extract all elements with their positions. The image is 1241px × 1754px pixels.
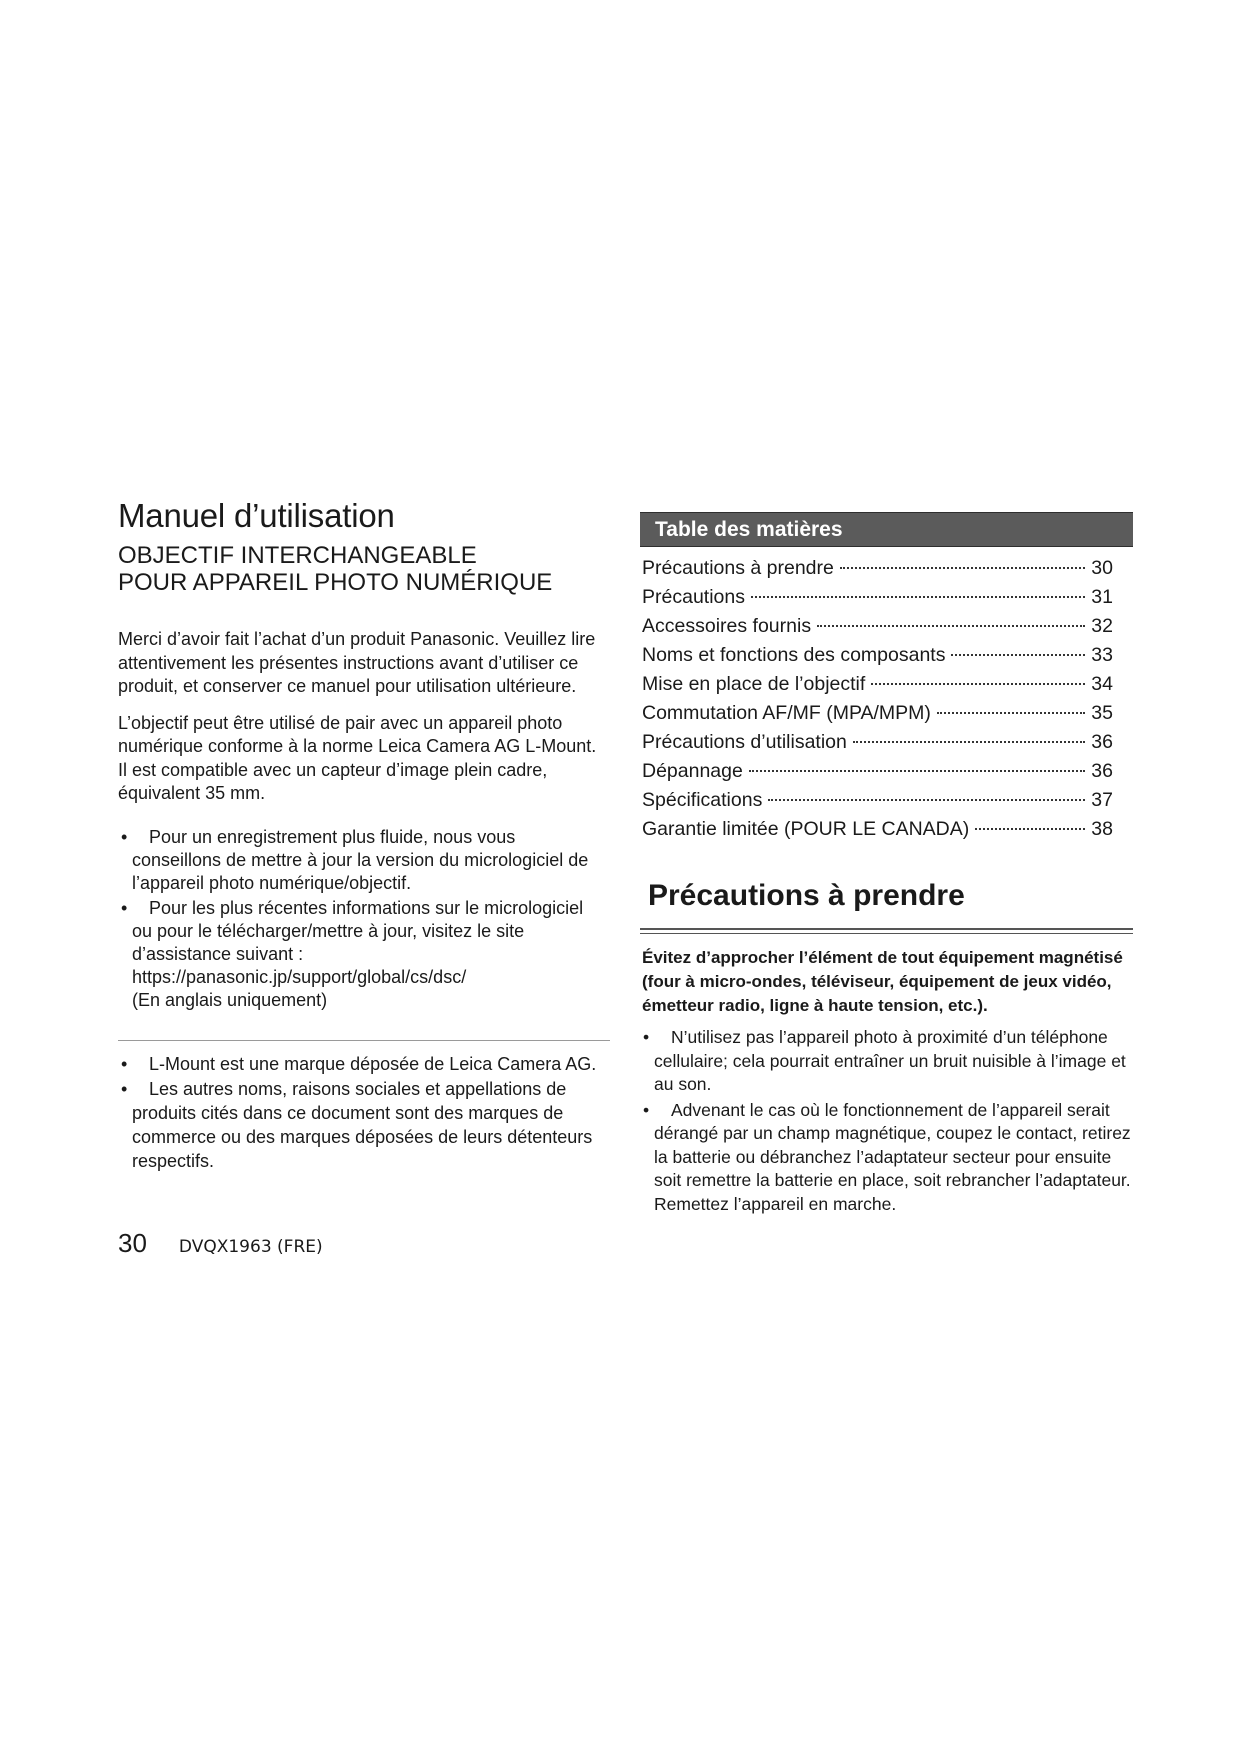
list-item: • Advenant le cas où le fonctionnement de l’appareil serait dérangé par un champ magnétique, coupez le contact, retirez la batterie ou débranchez l’adaptateur secteur pour ensuite soit remettre la batterie en place, soit rebrancher l’adaptateur. Remettez l’appareil en marche. (643, 1099, 1131, 1214)
left-column (118, 496, 608, 1173)
leader-dots (871, 683, 1085, 685)
bullet-icon: • (121, 897, 128, 918)
list-item: • Pour un enregistrement plus fluide, nous vous conseillons de mettre à jour la version du micrologiciel de l’appareil photo numérique/objectif. (121, 826, 589, 893)
toc-item[interactable] (642, 728, 1133, 757)
toc-item-page: 36 (1091, 731, 1113, 753)
list-item: • Les autres noms, raisons sociales et appellations de produits cités dans ce document sont des marques de commerce ou des marques déposées de leurs détenteurs respectifs. (121, 1078, 593, 1171)
page-number: 30 (118, 1228, 147, 1258)
toc-item-page: 32 (1091, 615, 1113, 637)
page-footer (118, 1228, 323, 1259)
toc-item-page: 30 (1091, 557, 1113, 579)
leader-dots (937, 712, 1085, 714)
divider (118, 1040, 610, 1041)
subtitle-line-1: OBJECTIF INTERCHANGEABLE (118, 542, 477, 569)
list-item: • L-Mount est une marque déposée de Leica Camera AG. (121, 1053, 597, 1074)
subtitle-line-2: POUR APPAREIL PHOTO NUMÉRIQUE (118, 569, 553, 596)
leader-dots (853, 741, 1085, 743)
toc-item-title: Mise en place de l’objectif (642, 673, 866, 695)
leader-dots (768, 799, 1085, 801)
section-rule (640, 928, 1133, 934)
toc-item-title: Précautions (642, 586, 745, 608)
toc-item-page: 38 (1091, 818, 1113, 840)
bullet-icon: • (643, 1027, 650, 1047)
toc-item-page: 37 (1091, 789, 1113, 811)
right-column (640, 512, 1133, 1216)
leader-dots (951, 654, 1085, 656)
toc-item[interactable] (642, 583, 1133, 612)
leader-dots (751, 596, 1085, 598)
bullet-icon: • (121, 826, 128, 847)
toc-item-title: Précautions d’utilisation (642, 731, 847, 753)
manual-title: Manuel d’utilisation (118, 497, 395, 534)
toc-item[interactable] (642, 612, 1133, 641)
toc-item-title: Dépannage (642, 760, 743, 782)
toc-item[interactable] (642, 786, 1133, 815)
bullet-icon: • (643, 1099, 650, 1120)
section-title-precautions: Précautions à prendre (648, 879, 965, 912)
leader-dots (975, 828, 1085, 830)
magnetic-warning: Évitez d’approcher l’élément de tout équipement magnétisé (four à micro-ondes, téléviseur, équipement de jeux vidéo, émetteur radio, ligne à haute tension, etc.). (642, 948, 1123, 1015)
toc-heading: Table des matières (640, 512, 1133, 547)
compatibility-paragraph: L’objectif peut être utilisé de pair avec un appareil photo numérique conforme à la norme Leica Camera AG L-Mount. Il est compatible avec un capteur d’image plein cadre, équivalent 35 mm. (118, 712, 597, 803)
list-item: • N’utilisez pas l’appareil photo à proximité d’un téléphone cellulaire; cela pourrait entraîner un bruit nuisible à l’image et au son. (643, 1027, 1126, 1094)
toc-item-page: 33 (1091, 644, 1113, 666)
toc-item-page: 36 (1091, 760, 1113, 782)
leader-dots (840, 567, 1085, 569)
toc-item[interactable] (642, 699, 1133, 728)
toc-item-page: 34 (1091, 673, 1113, 695)
toc-item-page: 35 (1091, 702, 1113, 724)
intro-paragraph: Merci d’avoir fait l’achat d’un produit Panasonic. Veuillez lire attentivement les présentes instructions avant d’utiliser ce produit, et conserver ce manuel pour utilisation ultérieure. (118, 629, 596, 696)
toc-item[interactable] (642, 641, 1133, 670)
toc-item-title: Commutation AF/MF (MPA/MPM) (642, 702, 931, 724)
list-item: • Pour les plus récentes informations sur le micrologiciel ou pour le télécharger/mettre à jour, visitez le site d’assistance suivant : https://panasonic.jp/support/global/cs/dsc/ (En anglais uniquement) (118, 897, 608, 1012)
toc-item[interactable] (642, 554, 1133, 583)
product-subtitle (118, 542, 608, 596)
precaution-list (640, 1026, 1133, 1216)
support-url[interactable]: https://panasonic.jp/support/global/cs/dsc/ (132, 966, 467, 987)
toc-item-title: Garantie limitée (POUR LE CANADA) (642, 818, 970, 840)
url-language-note: (En anglais uniquement) (132, 989, 328, 1010)
bullet-icon: • (121, 1053, 128, 1074)
toc-item-title: Précautions à prendre (642, 557, 834, 579)
toc-item-title: Spécifications (642, 789, 763, 811)
leader-dots (749, 770, 1085, 772)
table-of-contents (640, 554, 1133, 844)
toc-item[interactable] (642, 757, 1133, 786)
trademark-notes (118, 1052, 608, 1173)
toc-item-page: 31 (1091, 586, 1113, 608)
firmware-notes (118, 826, 608, 1012)
toc-item[interactable] (642, 815, 1133, 844)
bullet-icon: • (121, 1078, 128, 1099)
toc-item[interactable] (642, 670, 1133, 699)
document-code: DVQX1963 (FRE) (178, 1237, 323, 1257)
toc-item-title: Noms et fonctions des composants (642, 644, 946, 666)
toc-item-title: Accessoires fournis (642, 615, 812, 637)
leader-dots (817, 625, 1085, 627)
